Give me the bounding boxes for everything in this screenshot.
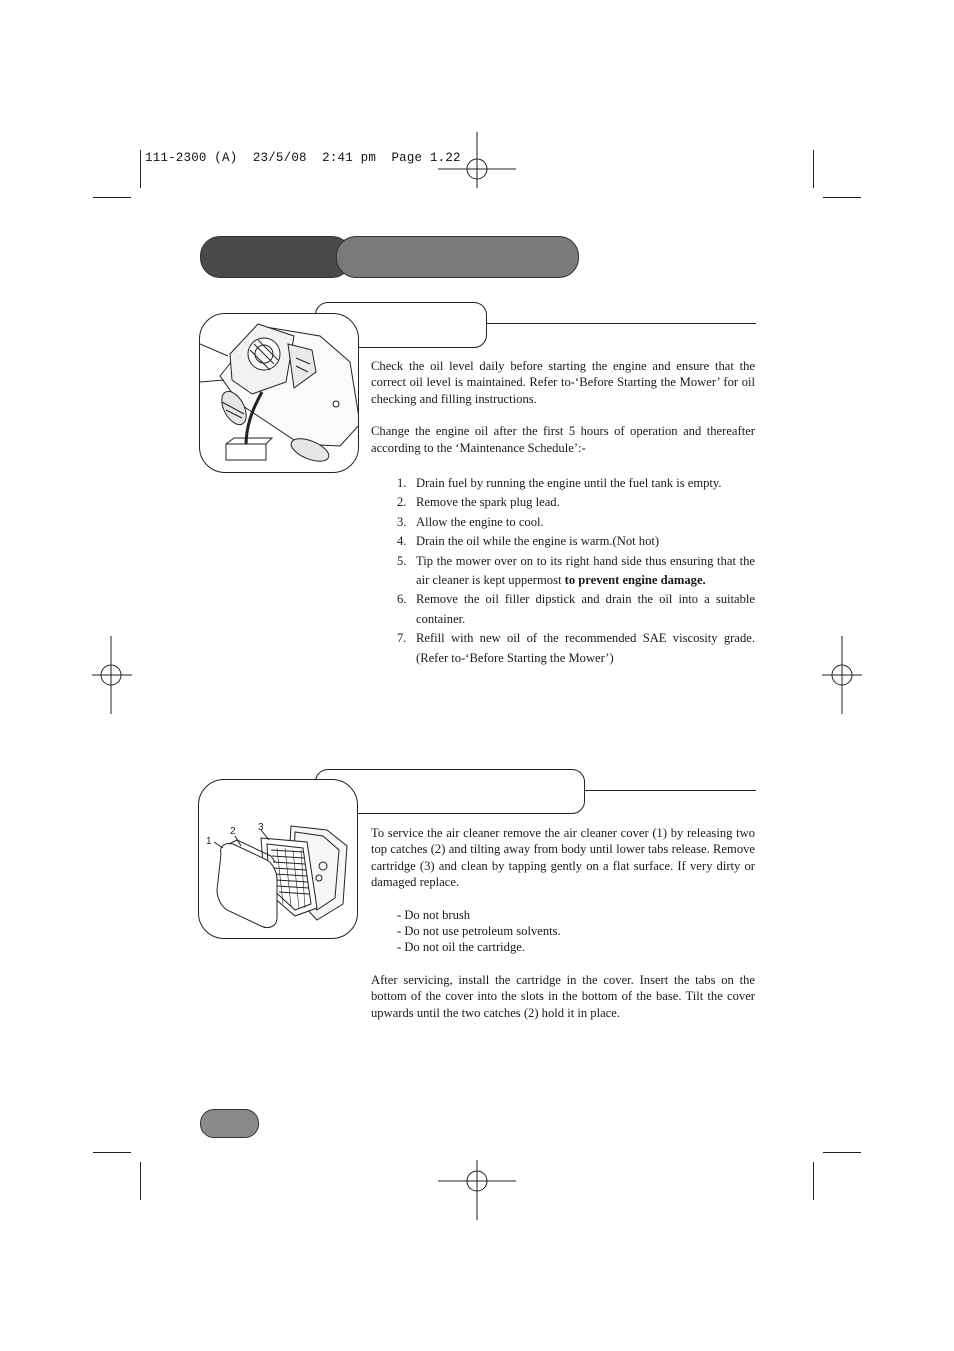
list-item: 4. Drain the oil while the engine is warm.(Not hot): [397, 534, 660, 549]
list-item: 2. Remove the spark plug lead.: [397, 495, 560, 510]
air-cleaner-dont-list: [397, 907, 697, 956]
list-item: 7. Refill with new oil of the recommended SAE viscosity grade. (Refer to-‘Before Starting the Mower’): [397, 631, 755, 665]
air-cleaner-after: After servicing, install the cartridge in the cover. Insert the tabs on the bottom of the cover into the slots in the bottom of the base. Tilt the cover upwards until the two catches (2) hold it in place.: [371, 973, 755, 1020]
registration-mark-icon: [438, 132, 516, 210]
crop-mark: [823, 1152, 861, 1153]
registration-mark-icon: [92, 636, 132, 714]
mower-oil-drain-icon: [200, 314, 358, 472]
chapter-tab: [200, 236, 352, 278]
oil-change-steps: [397, 474, 755, 668]
list-item: 3. Allow the engine to cool.: [397, 514, 544, 529]
crop-mark: [93, 197, 131, 198]
air-cleaner-parts-icon: [199, 780, 357, 938]
list-item: - Do not oil the cartridge.: [397, 940, 525, 955]
crop-mark: [813, 1162, 814, 1200]
oil-drain-illustration: [199, 313, 359, 473]
chapter-title-bar: [336, 236, 579, 278]
print-slug: 111-2300 (A) 23/5/08 2:41 pm Page 1.22: [145, 151, 461, 165]
list-item: - Do not brush: [397, 908, 471, 922]
section-rule: [486, 323, 756, 324]
warning-emphasis: to prevent engine damage.: [564, 573, 706, 588]
crop-mark: [93, 1152, 131, 1153]
crop-mark: [140, 1162, 141, 1200]
page-number-tab: [200, 1109, 259, 1138]
figure-label: 1: [206, 836, 212, 847]
figure-label: 3: [258, 822, 264, 833]
list-item: - Do not use petroleum solvents.: [397, 924, 561, 939]
air-cleaner-illustration: [198, 779, 358, 939]
figure-label: 2: [230, 826, 236, 837]
air-cleaner-intro: To service the air cleaner remove the air cleaner cover (1) by releasing two top catches (2) and tilting away from body until lower tabs release. Remove cartridge (3) and clean by tapping gently on a flat surface. If very dirty or damaged replace.: [371, 826, 755, 890]
oil-intro-2: Change the engine oil after the first 5 hours of operation and thereafter according to the ‘Maintenance Schedule’:-: [371, 424, 755, 455]
crop-mark: [823, 197, 861, 198]
oil-intro-paragraph: [371, 358, 755, 456]
list-item: 5. Tip the mower over on to its right hand side thus ensuring that the air cleaner is kept uppermost to prevent engine damage.: [397, 553, 755, 588]
list-item: 6. Remove the oil filler dipstick and drain the oil into a suitable container.: [397, 592, 755, 626]
registration-mark-icon: [438, 1142, 516, 1220]
oil-intro-1: Check the oil level daily before starting the engine and ensure that the correct oil level is maintained. Refer to-‘Before Starting the Mower’ for oil checking and filling instructions.: [371, 359, 755, 406]
crop-mark: [140, 150, 141, 188]
crop-mark: [813, 150, 814, 188]
section-rule: [584, 790, 756, 791]
registration-mark-icon: [822, 636, 862, 714]
list-item: 1. Drain fuel by running the engine until the fuel tank is empty.: [397, 476, 722, 490]
